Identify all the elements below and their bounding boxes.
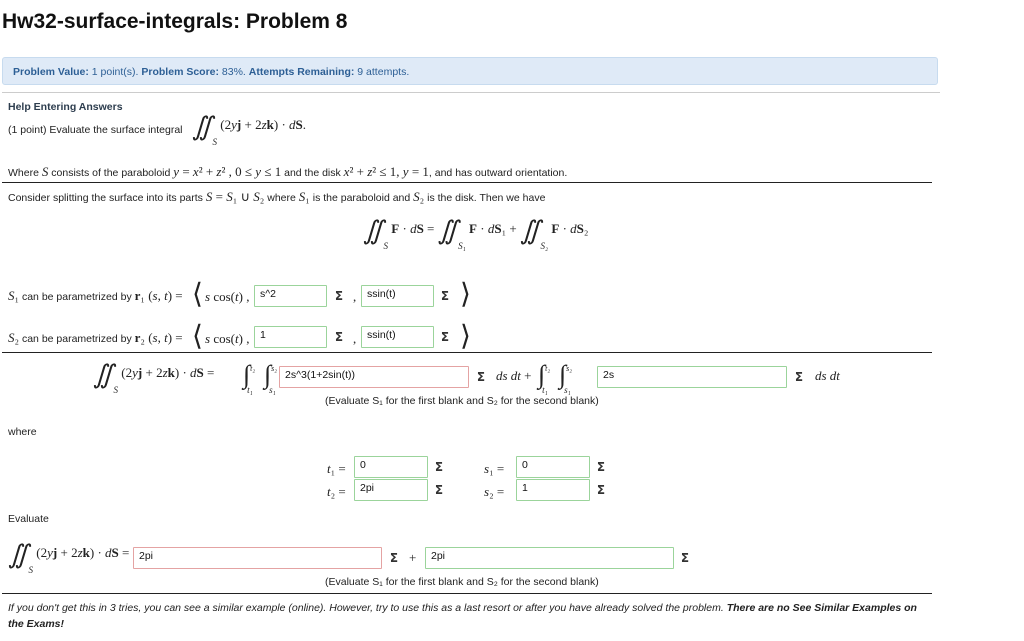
- s2-x-component: s cos(t) ,: [205, 331, 250, 346]
- integral-equation-lhs: $∬_S$ (2yj + 2zk) · dS =: [93, 360, 215, 395]
- comma-separator: ,: [353, 331, 357, 346]
- help-entering-answers-link[interactable]: Help Entering Answers: [8, 101, 123, 113]
- problem-prompt: (1 point) Evaluate the surface integral: [8, 124, 183, 136]
- t1-input[interactable]: 0: [354, 456, 428, 478]
- t2-input[interactable]: 2pi: [354, 479, 428, 501]
- evaluate-s1-input[interactable]: 2pi: [133, 547, 382, 569]
- problem-status-banner: [2, 57, 938, 85]
- problem-score-label: Problem Score:: [141, 66, 219, 78]
- s1-left-angle: ⟨: [192, 279, 203, 310]
- attempts-remaining-label: Attempts Remaining:: [248, 66, 355, 78]
- problem-score: 83%.: [221, 66, 246, 78]
- s1-param-text: S₁ can be parametrized by r₁ (s, t) =: [8, 288, 183, 303]
- s1-label: s₁ =: [484, 461, 505, 476]
- comma-separator: ,: [353, 289, 357, 304]
- iterated-integral-1: ∫$^{t_2}_{t_1}$ ∫$^{s_2}_{s_1}$: [243, 360, 278, 395]
- r1-y-input[interactable]: s^2: [254, 285, 327, 307]
- s2-param-text: S₂ can be parametrized by r₂ (s, t) =: [8, 330, 183, 345]
- evaluate-label: Evaluate: [8, 513, 49, 525]
- divider: [2, 92, 940, 93]
- r1-z-input[interactable]: ssin(t): [361, 285, 434, 307]
- evaluate-note-final: (Evaluate S₁ for the first blank and S₂ for the second blank): [325, 576, 599, 588]
- sigma-icon[interactable]: Σ: [334, 330, 344, 344]
- r2-y-input[interactable]: 1: [254, 326, 327, 348]
- sigma-icon[interactable]: Σ: [794, 370, 804, 384]
- problem-value-label: Problem Value:: [13, 66, 89, 78]
- s1-input[interactable]: 0: [516, 456, 590, 478]
- consider-statement: Consider splitting the surface into its parts S = S₁ ∪ S₂ where S₁ is the paraboloid and S₂ is the disk. Then we have: [8, 189, 546, 204]
- t1-label: t₁ =: [327, 461, 346, 476]
- iterated-integral-2: ∫$^{t_2}_{t_1}$ ∫$^{s_2}_{s_1}$: [538, 360, 573, 395]
- plus-sign: +: [409, 550, 417, 565]
- s2-label: s₂ =: [484, 484, 505, 499]
- evaluate-note-integrand: (Evaluate S₁ for the first blank and S₂ for the second blank): [325, 395, 599, 407]
- ds-dt: ds dt: [815, 368, 840, 383]
- sigma-icon[interactable]: Σ: [389, 551, 399, 565]
- sigma-icon[interactable]: Σ: [680, 551, 690, 565]
- s2-left-angle: ⟨: [192, 321, 203, 352]
- sigma-icon[interactable]: Σ: [596, 483, 606, 497]
- sigma-icon[interactable]: Σ: [334, 289, 344, 303]
- evaluate-s2-input[interactable]: 2pi: [425, 547, 674, 569]
- evaluate-lhs: $∬_S$ (2yj + 2zk) · dS =: [8, 540, 130, 575]
- s1-right-angle: ⟩: [460, 279, 471, 310]
- attempts-remaining: 9 attempts.: [357, 66, 410, 78]
- ds-dt-plus: ds dt +: [496, 368, 532, 383]
- sigma-icon[interactable]: Σ: [476, 370, 486, 384]
- divider: [2, 593, 932, 594]
- integrand-s1-input[interactable]: 2s^3(1+2sin(t)): [279, 366, 469, 388]
- divider: [2, 182, 932, 183]
- sigma-icon[interactable]: Σ: [434, 460, 444, 474]
- divider: [2, 352, 932, 353]
- sigma-icon[interactable]: Σ: [440, 289, 450, 303]
- where-statement: Where S consists of the paraboloid y = x² + z² , 0 ≤ y ≤ 1 and the disk x² + z² ≤ 1, y = 1, and has outward orientation.: [8, 164, 568, 179]
- t2-label: t₂ =: [327, 484, 346, 499]
- sigma-icon[interactable]: Σ: [440, 330, 450, 344]
- footer-note: If you don't get this in 3 tries, you can see a similar example (online). However, try to use this as a last resort or after you have already solved the problem. There are no See Similar Examples on the Exams!: [8, 602, 917, 630]
- where-label: where: [8, 426, 37, 438]
- sigma-icon[interactable]: Σ: [434, 483, 444, 497]
- r2-z-input[interactable]: ssin(t): [361, 326, 434, 348]
- split-equation: $∬_S$ F · dS = $∬_{S_1}$ $F \cdot dS_1 + ∬_{S_2}$ F · dS₂: [363, 216, 589, 251]
- s2-right-angle: ⟩: [460, 321, 471, 352]
- integrand-s2-input[interactable]: 2s: [597, 366, 787, 388]
- problem-value: 1 point(s).: [91, 66, 139, 78]
- page-title: Hw32-surface-integrals: Problem 8: [2, 10, 348, 33]
- sigma-icon[interactable]: Σ: [596, 460, 606, 474]
- s2-input[interactable]: 1: [516, 479, 590, 501]
- prompt-integral: $∬_S$ (2yj + 2zk) · dS.: [192, 112, 307, 147]
- s1-x-component: s cos(t) ,: [205, 289, 250, 304]
